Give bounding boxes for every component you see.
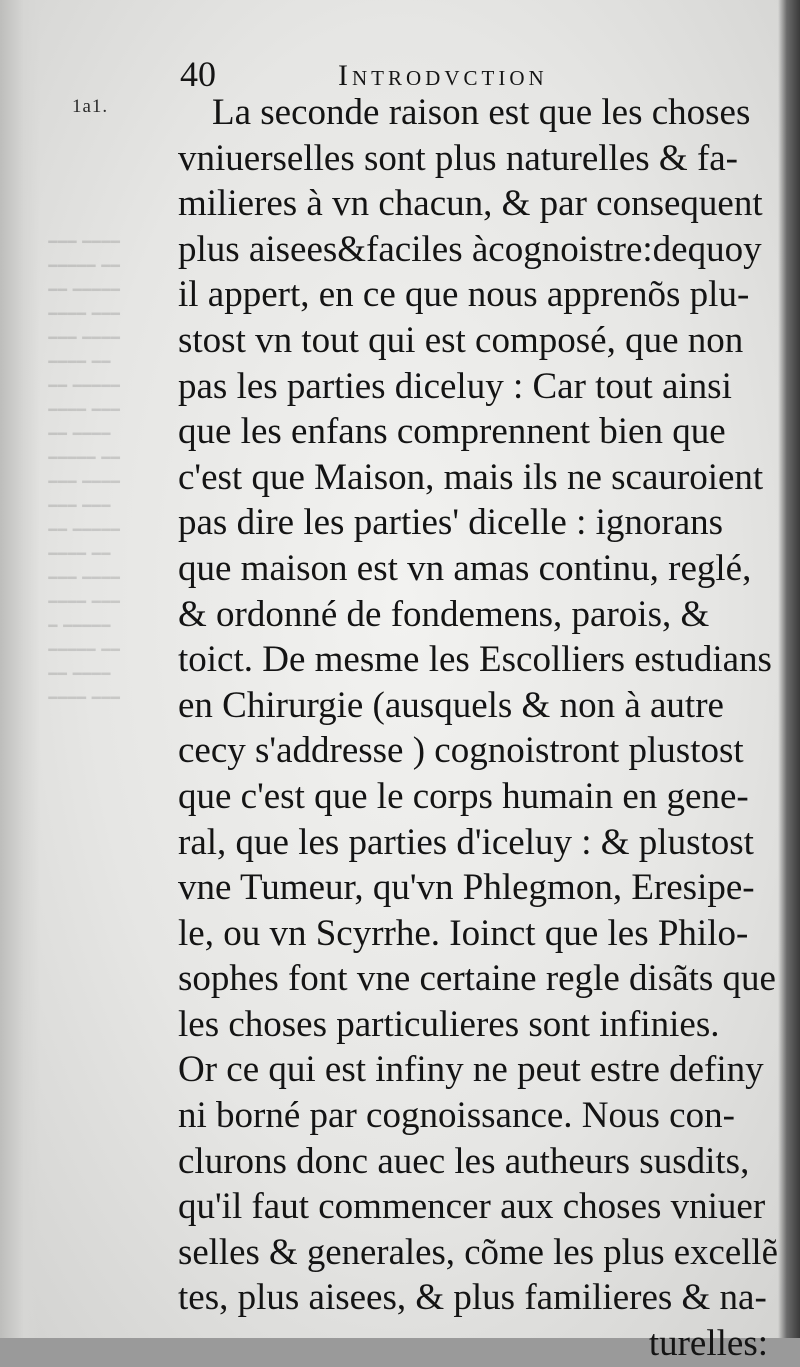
text-line: selles & generales, cõme les plus excellẽ: [178, 1231, 779, 1273]
page-number: 40: [180, 54, 216, 94]
text-line: c'est que Maison, mais ils ne scauroient: [178, 456, 764, 498]
text-line: tes, plus aisees, & plus familieres & na-: [178, 1277, 767, 1319]
text-line: clurons donc auec les autheurs susdits,: [178, 1140, 750, 1182]
text-line: que les enfans comprennent bien que: [178, 411, 726, 453]
text-line: le, ou vn Scyrrhe. Ioinct que les Philo-: [178, 912, 749, 954]
text-line: les choses particulieres sont infinies.: [178, 1003, 720, 1045]
text-line: & ordonné de fondemens, parois, &: [178, 593, 710, 635]
text-line: en Chirurgie (ausquels & non à autre: [178, 684, 724, 726]
text-line: pas les parties diceluy : Car tout ainsi: [178, 365, 732, 407]
text-line: vniuerselles sont plus naturelles & fa-: [178, 137, 739, 179]
text-line: vne Tumeur, qu'vn Phlegmon, Eresipe-: [178, 867, 755, 909]
text-line: La seconde raison est que les choses: [212, 92, 751, 133]
text-line: Or ce qui est infiny ne peut estre definy: [178, 1049, 764, 1091]
binding-shadow: [0, 0, 40, 1338]
text-line: pas dire les parties' dicelle : ignorans: [178, 502, 724, 544]
bleed-through-texture: ━━━━ ━━━ ━━ ━━━━━ ━━━━━ ━━ ━━━ ━━━━ ━━━━ ━━━ ━━ ━━━━ ━━━━━ ━━ ━━━ ━━━━ ━━━━ ━━ ━━ ━━━━━ ━━━━ ━━━ ━━━ ━━━ ━━━━━ ━━ ━━ ━━━━ ━━━━ ━━━ ━━━ ━━━━ ━━━━━ ━ ━━ ━━━━━ ━━━━ ━━ ━━━ ━━━━: [48, 233, 120, 707]
text-line: toict. De mesme les Escolliers estudians: [178, 639, 772, 681]
text-line: stost vn tout qui est composé, que non: [178, 319, 744, 361]
text-line: que maison est vn amas continu, reglé,: [178, 547, 752, 589]
body-text: [178, 90, 778, 1367]
text-line: que c'est que le corps humain en gene-: [178, 775, 749, 817]
text-line: qu'il faut commencer aux choses vniuer: [178, 1186, 766, 1228]
text-line: ni borné par cognoissance. Nous con-: [178, 1095, 735, 1137]
page-edge: [778, 0, 800, 1338]
text-line: il appert, en ce que nous apprenõs plu-: [178, 274, 750, 316]
catchword-line: turelles:: [648, 1323, 768, 1365]
running-title: Introdvction: [338, 59, 548, 92]
text-line: cecy s'addresse ) cognoistront plustost: [178, 730, 744, 772]
margin-note: 1a1.: [72, 96, 109, 117]
text-line: milieres à vn chacun, & par consequent: [178, 183, 763, 225]
text-line: sophes font vne certaine regle disãts que: [178, 958, 776, 1000]
text-line: ral, que les parties d'iceluy : & plustost: [178, 821, 754, 863]
text-line: plus aisees&faciles àcognoistre:dequoy: [178, 228, 762, 270]
